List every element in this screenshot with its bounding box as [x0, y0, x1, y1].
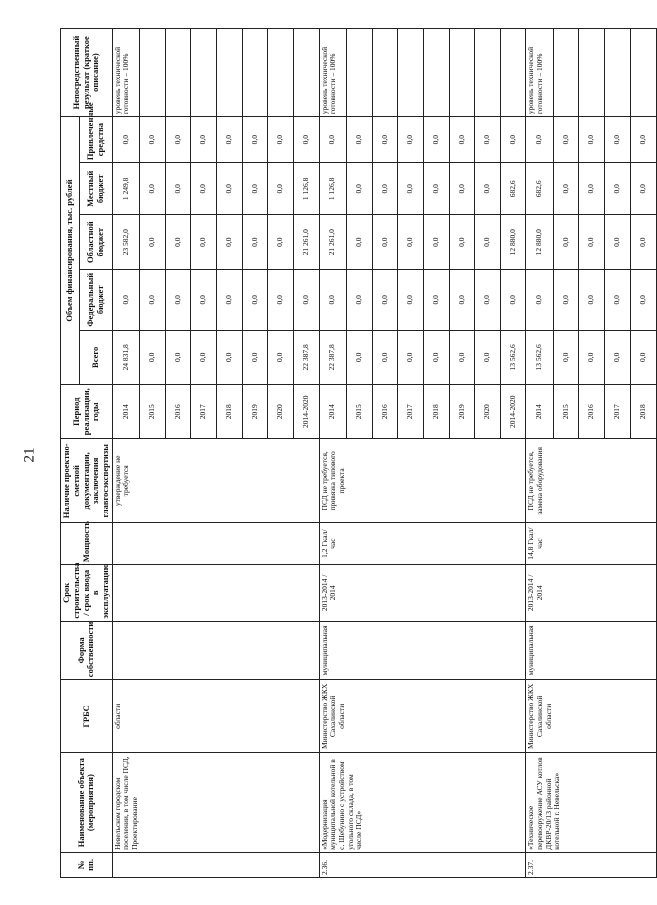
result-cell — [553, 29, 579, 117]
term-cell: 2013-2014 / 2014 — [526, 565, 656, 622]
result-cell — [449, 29, 475, 117]
regional-cell: 0,0 — [346, 215, 372, 269]
local-cell: 1 126,8 — [319, 163, 346, 215]
federal-cell: 0,0 — [140, 269, 166, 330]
attracted-cell: 0,0 — [449, 117, 475, 163]
docs-cell: ПСД не требуется, привязка типового проекта — [319, 439, 526, 523]
period-cell: 2017 — [605, 385, 631, 439]
period-cell: 2014-2020 — [500, 385, 526, 439]
regional-cell: 0,0 — [553, 215, 579, 269]
total-cell: 0,0 — [346, 330, 372, 384]
total-cell: 0,0 — [268, 330, 294, 384]
local-cell: 0,0 — [191, 163, 217, 215]
attracted-cell: 0,0 — [140, 117, 166, 163]
period-cell: 2017 — [191, 385, 217, 439]
attracted-cell: 0,0 — [398, 117, 424, 163]
local-cell: 0,0 — [605, 163, 631, 215]
ownership-cell: муниципальная — [319, 621, 526, 680]
local-cell: 0,0 — [449, 163, 475, 215]
header-federal: Федеральный бюджет — [79, 269, 112, 330]
grbs-cell: Министерство ЖКХ Сахалинской области — [526, 680, 656, 753]
total-cell: 0,0 — [165, 330, 191, 384]
local-cell: 0,0 — [165, 163, 191, 215]
result-cell — [630, 29, 656, 117]
term-cell: 2013-2014 / 2014 — [319, 565, 526, 622]
attracted-cell: 0,0 — [217, 117, 243, 163]
ownership-cell — [112, 621, 319, 680]
grbs-cell: области — [112, 680, 319, 753]
page-number: 21 — [21, 447, 38, 463]
federal-cell: 0,0 — [217, 269, 243, 330]
docs-cell: ПСД не требуется, замена оборудования — [526, 439, 656, 523]
local-cell: 0,0 — [268, 163, 294, 215]
regional-cell: 0,0 — [605, 215, 631, 269]
attracted-cell: 0,0 — [191, 117, 217, 163]
attracted-cell: 0,0 — [605, 117, 631, 163]
result-cell — [475, 29, 501, 117]
total-cell: 0,0 — [191, 330, 217, 384]
total-cell: 0,0 — [423, 330, 449, 384]
total-cell: 0,0 — [398, 330, 424, 384]
total-cell: 0,0 — [217, 330, 243, 384]
result-cell — [268, 29, 294, 117]
period-cell: 2014 — [526, 385, 553, 439]
rotated-table-wrapper — [60, 28, 647, 878]
attracted-cell: 0,0 — [475, 117, 501, 163]
local-cell: 0,0 — [553, 163, 579, 215]
header-period: Период реализации, годы — [61, 385, 113, 439]
regional-cell: 0,0 — [268, 215, 294, 269]
federal-cell: 0,0 — [372, 269, 398, 330]
federal-cell: 0,0 — [112, 269, 139, 330]
federal-cell: 0,0 — [165, 269, 191, 330]
attracted-cell: 0,0 — [553, 117, 579, 163]
federal-cell: 0,0 — [500, 269, 526, 330]
result-cell — [191, 29, 217, 117]
period-cell: 2015 — [346, 385, 372, 439]
capacity-cell: 1,2 Гкал/час — [319, 523, 526, 565]
result-cell — [242, 29, 268, 117]
period-cell: 2020 — [475, 385, 501, 439]
result-cell — [346, 29, 372, 117]
result-cell: уровень технической готовности – 100% — [112, 29, 139, 117]
federal-cell: 0,0 — [191, 269, 217, 330]
header-term: Срок строительства / срок ввода в эксплуатацию — [61, 565, 113, 622]
ownership-cell: муниципальная — [526, 621, 656, 680]
local-cell: 0,0 — [242, 163, 268, 215]
regional-cell: 0,0 — [398, 215, 424, 269]
federal-cell: 0,0 — [553, 269, 579, 330]
total-cell: 13 562,6 — [526, 330, 553, 384]
attracted-cell: 0,0 — [112, 117, 139, 163]
attracted-cell: 0,0 — [346, 117, 372, 163]
header-num: № пп. — [61, 852, 113, 877]
federal-cell: 0,0 — [449, 269, 475, 330]
header-grbs: ГРБС — [61, 680, 113, 753]
result-cell — [605, 29, 631, 117]
regional-cell: 0,0 — [475, 215, 501, 269]
header-attracted: Привлеченные средства — [79, 117, 112, 163]
federal-cell: 0,0 — [319, 269, 346, 330]
total-cell: 13 562,6 — [500, 330, 526, 384]
period-cell: 2014-2020 — [294, 385, 320, 439]
federal-cell: 0,0 — [346, 269, 372, 330]
local-cell: 0,0 — [140, 163, 166, 215]
object-name-cell: «Модернизация муниципальной котельной в с. Шебунино с устройством угольного склада, в том числе ПСД» — [319, 753, 526, 852]
result-cell — [294, 29, 320, 117]
header-total: Всего — [79, 330, 112, 384]
total-cell: 22 387,8 — [294, 330, 320, 384]
total-cell: 0,0 — [372, 330, 398, 384]
regional-cell: 12 880,0 — [526, 215, 553, 269]
table-row — [112, 29, 139, 878]
local-cell: 0,0 — [475, 163, 501, 215]
result-cell — [165, 29, 191, 117]
period-cell: 2018 — [630, 385, 656, 439]
term-cell — [112, 565, 319, 622]
local-cell: 0,0 — [217, 163, 243, 215]
header-name: Наименование объекта (мероприятия) — [61, 753, 113, 852]
local-cell: 0,0 — [423, 163, 449, 215]
total-cell: 0,0 — [242, 330, 268, 384]
result-cell: уровень технической готовности – 100% — [319, 29, 346, 117]
period-cell: 2016 — [165, 385, 191, 439]
row-number-cell — [112, 852, 319, 877]
attracted-cell: 0,0 — [630, 117, 656, 163]
period-cell: 2018 — [217, 385, 243, 439]
federal-cell: 0,0 — [630, 269, 656, 330]
header-local: Местный бюджет — [79, 163, 112, 215]
period-cell: 2015 — [140, 385, 166, 439]
header-ownership: Форма собственности — [61, 621, 113, 680]
capacity-cell: 14,8 Гкал/час — [526, 523, 656, 565]
regional-cell: 0,0 — [372, 215, 398, 269]
regional-cell: 0,0 — [423, 215, 449, 269]
attracted-cell: 0,0 — [242, 117, 268, 163]
federal-cell: 0,0 — [423, 269, 449, 330]
local-cell: 1 126,8 — [294, 163, 320, 215]
regional-cell: 0,0 — [165, 215, 191, 269]
attracted-cell: 0,0 — [579, 117, 605, 163]
total-cell: 0,0 — [449, 330, 475, 384]
regional-cell: 23 582,0 — [112, 215, 139, 269]
regional-cell: 0,0 — [630, 215, 656, 269]
result-cell — [500, 29, 526, 117]
period-cell: 2014 — [112, 385, 139, 439]
header-regional: Областной бюджет — [79, 215, 112, 269]
table-stage — [60, 28, 647, 878]
period-cell: 2018 — [423, 385, 449, 439]
row-number-cell: 2.37. — [526, 852, 656, 877]
total-cell: 0,0 — [605, 330, 631, 384]
federal-cell: 0,0 — [242, 269, 268, 330]
period-cell: 2014 — [319, 385, 346, 439]
federal-cell: 0,0 — [475, 269, 501, 330]
period-cell: 2016 — [579, 385, 605, 439]
attracted-cell: 0,0 — [165, 117, 191, 163]
local-cell: 0,0 — [372, 163, 398, 215]
header-result: Непосредственный результат (краткое описание) — [61, 29, 113, 117]
docs-cell: утверждение не требуется — [112, 439, 319, 523]
attracted-cell: 0,0 — [268, 117, 294, 163]
federal-cell: 0,0 — [294, 269, 320, 330]
attracted-cell: 0,0 — [500, 117, 526, 163]
regional-cell: 0,0 — [242, 215, 268, 269]
table-row — [526, 29, 553, 878]
result-cell — [398, 29, 424, 117]
total-cell: 0,0 — [630, 330, 656, 384]
total-cell: 0,0 — [475, 330, 501, 384]
header-funding: Объем финансирования, тыс. рублей — [61, 117, 80, 385]
grbs-cell: Министерство ЖКХ Сахалинской области — [319, 680, 526, 753]
result-cell — [372, 29, 398, 117]
total-cell: 22 387,8 — [319, 330, 346, 384]
regional-cell: 0,0 — [579, 215, 605, 269]
object-name-cell: Невельском городском поселении, в том числе ПСД, Проектирование — [112, 753, 319, 852]
regional-cell: 0,0 — [140, 215, 166, 269]
regional-cell: 21 261,0 — [319, 215, 346, 269]
total-cell: 0,0 — [579, 330, 605, 384]
result-cell — [140, 29, 166, 117]
capacity-cell — [112, 523, 319, 565]
attracted-cell: 0,0 — [372, 117, 398, 163]
local-cell: 0,0 — [630, 163, 656, 215]
object-name-cell: «Техническое перевооружение АСУ котлов ДКВР-20/13 районной котельной г. Невельска» — [526, 753, 656, 852]
local-cell: 1 249,8 — [112, 163, 139, 215]
local-cell: 0,0 — [346, 163, 372, 215]
federal-cell: 0,0 — [398, 269, 424, 330]
regional-cell: 21 261,0 — [294, 215, 320, 269]
regional-cell: 0,0 — [449, 215, 475, 269]
regional-cell: 0,0 — [217, 215, 243, 269]
local-cell: 0,0 — [398, 163, 424, 215]
federal-cell: 0,0 — [579, 269, 605, 330]
regional-cell: 0,0 — [191, 215, 217, 269]
regional-cell: 12 880,0 — [500, 215, 526, 269]
federal-cell: 0,0 — [605, 269, 631, 330]
period-cell: 2019 — [449, 385, 475, 439]
period-cell: 2019 — [242, 385, 268, 439]
attracted-cell: 0,0 — [526, 117, 553, 163]
federal-cell: 0,0 — [268, 269, 294, 330]
period-cell: 2020 — [268, 385, 294, 439]
local-cell: 682,6 — [526, 163, 553, 215]
row-number-cell: 2.36. — [319, 852, 526, 877]
attracted-cell: 0,0 — [294, 117, 320, 163]
period-cell: 2015 — [553, 385, 579, 439]
result-cell: уровень технической готовности – 100% — [526, 29, 553, 117]
total-cell: 24 831,8 — [112, 330, 139, 384]
funding-table — [60, 28, 657, 878]
period-cell: 2017 — [398, 385, 424, 439]
header-docs: Наличие проектно-сметной документации, заключения главгосэкспертизы — [61, 439, 113, 523]
federal-cell: 0,0 — [526, 269, 553, 330]
table-row — [319, 29, 346, 878]
table-body — [112, 29, 656, 878]
attracted-cell: 0,0 — [319, 117, 346, 163]
local-cell: 0,0 — [579, 163, 605, 215]
total-cell: 0,0 — [140, 330, 166, 384]
local-cell: 682,6 — [500, 163, 526, 215]
total-cell: 0,0 — [553, 330, 579, 384]
period-cell: 2016 — [372, 385, 398, 439]
result-cell — [217, 29, 243, 117]
header-capacity: Мощность — [61, 523, 113, 565]
result-cell — [423, 29, 449, 117]
result-cell — [579, 29, 605, 117]
attracted-cell: 0,0 — [423, 117, 449, 163]
